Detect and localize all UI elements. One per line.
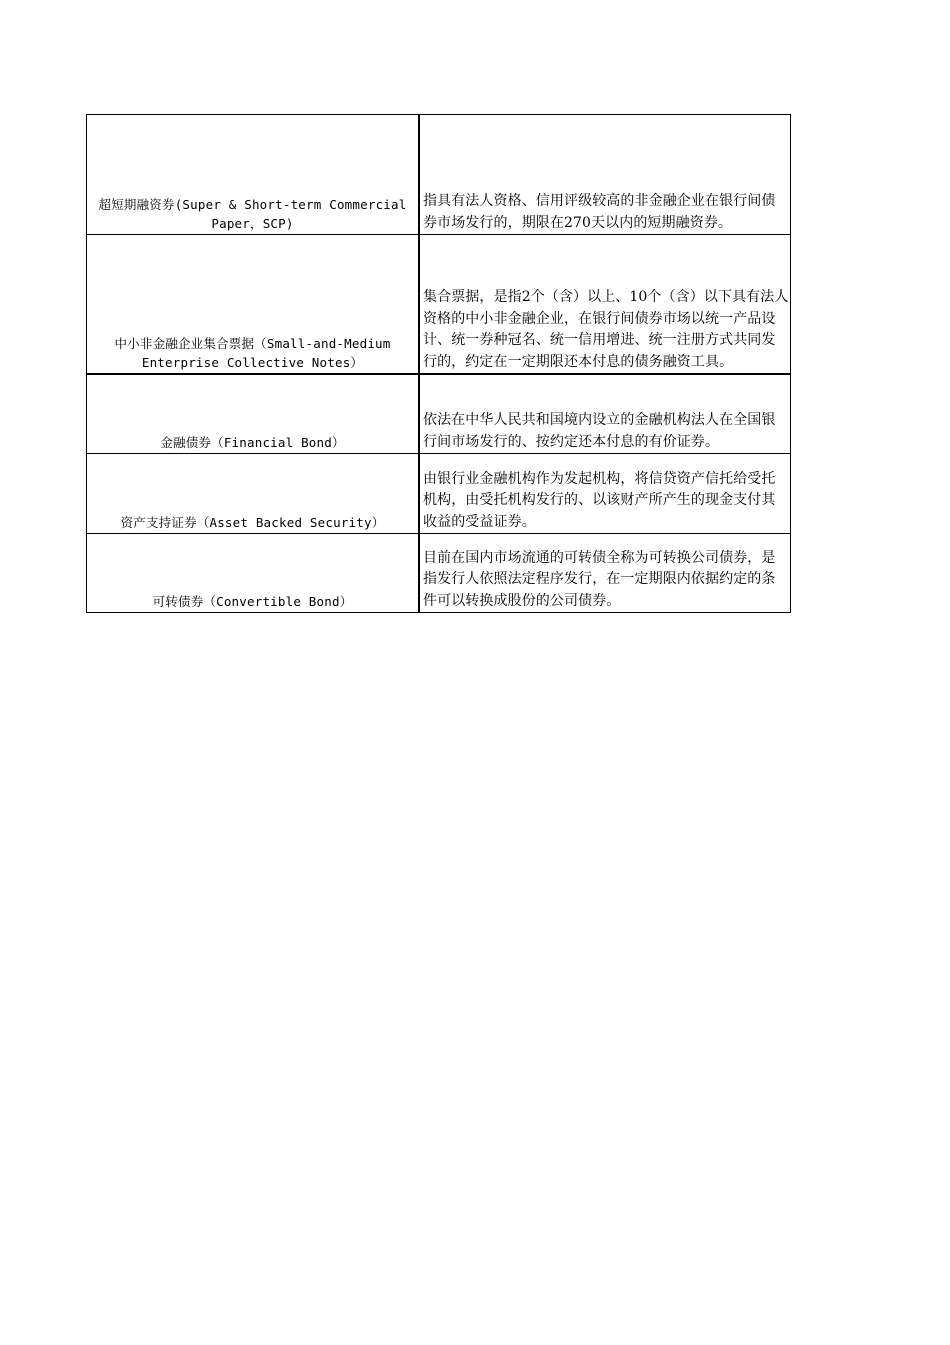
term-cell[interactable]: 可转债券（Convertible Bond） <box>87 534 420 613</box>
definition-cell[interactable]: 由银行业金融机构作为发起机构，将信贷资产信托给受托机构，由受托机构发行的、以该财产所产生的现金支付其收益的受益证券。 <box>419 454 791 534</box>
definition-cell[interactable]: 目前在国内市场流通的可转债全称为可转换公司债券，是指发行人依照法定程序发行，在一定期限内依据约定的条件可以转换成股份的公司债券。 <box>419 534 791 613</box>
definition-cell[interactable]: 集合票据，是指2个（含）以上、10个（含）以下具有法人资格的中小非金融企业，在银行间债券市场以统一产品设计、统一券种冠名、统一信用增进、统一注册方式共同发行的，约定在一定期限还本付息的债务融资工具。 <box>419 235 791 375</box>
table-row <box>87 534 791 613</box>
bond-terms-table <box>86 114 791 613</box>
table-row <box>87 454 791 534</box>
term-cell[interactable]: 中小非金融企业集合票据（Small-and-Medium Enterprise Collective Notes） <box>87 235 420 375</box>
term-cell[interactable]: 超短期融资券(Super & Short-term Commercial Paper，SCP) <box>87 115 420 235</box>
definition-cell[interactable]: 依法在中华人民共和国境内设立的金融机构法人在全国银行间市场发行的、按约定还本付息的有价证券。 <box>419 374 791 454</box>
table-row <box>87 115 791 235</box>
table-row <box>87 374 791 454</box>
table-row <box>87 235 791 375</box>
term-cell[interactable]: 金融债券（Financial Bond） <box>87 374 420 454</box>
definition-cell[interactable]: 指具有法人资格、信用评级较高的非金融企业在银行间债券市场发行的，期限在270天以内的短期融资券。 <box>419 115 791 235</box>
term-cell[interactable]: 资产支持证券（Asset Backed Security） <box>87 454 420 534</box>
